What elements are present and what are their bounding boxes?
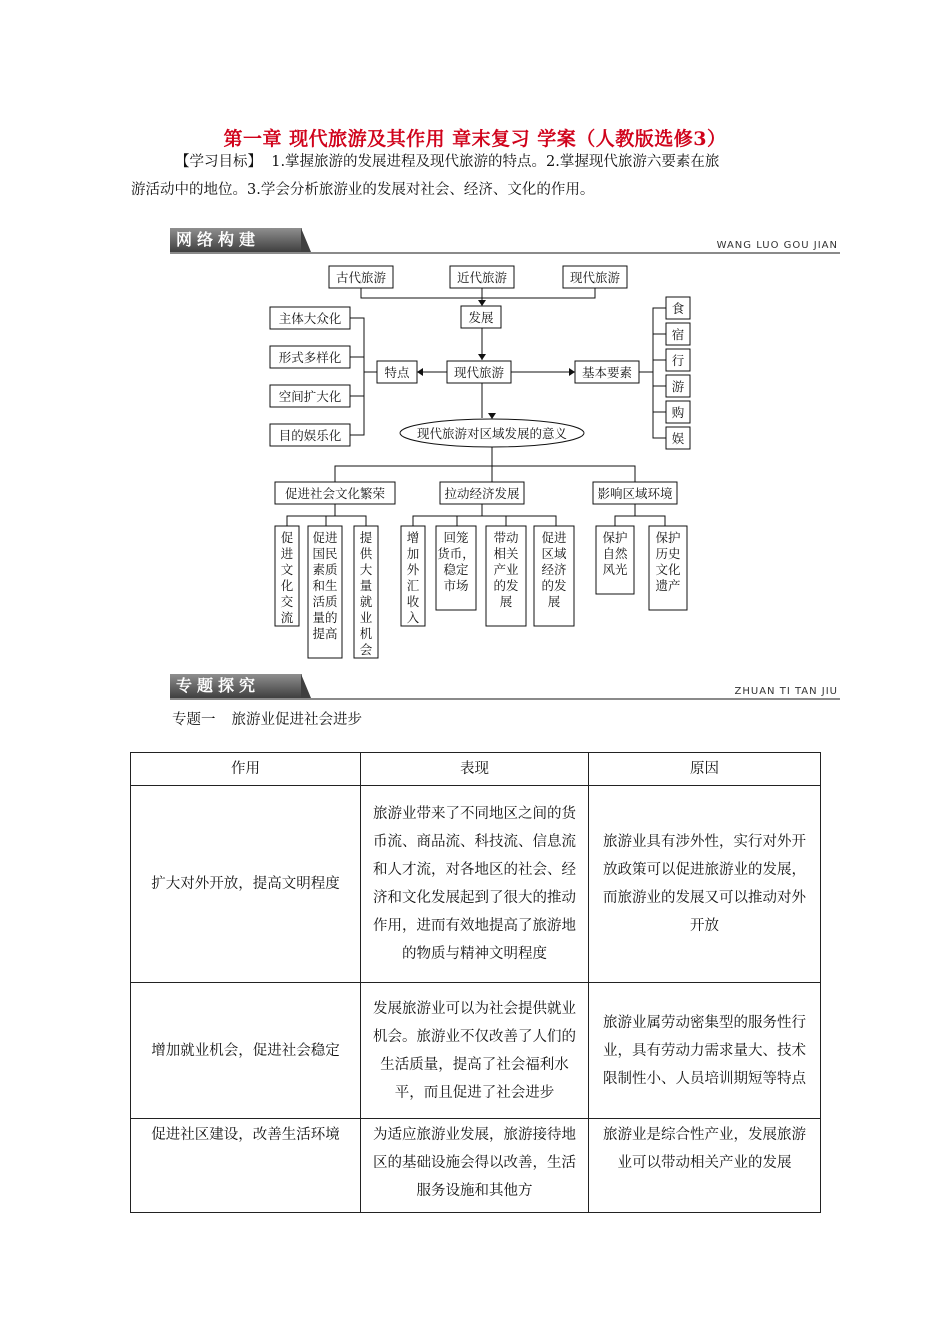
- section-pinyin: ZHUAN TI TAN JIU: [734, 686, 838, 697]
- objectives-line1: 1.掌握旅游的发展进程及现代旅游的特点。2.掌握现代旅游六要素在旅: [271, 154, 720, 170]
- leaf-text: 入: [406, 610, 420, 625]
- summary-table: [130, 752, 821, 1213]
- leaf-text: 历史: [655, 546, 681, 561]
- cell-reason: 旅游业具有涉外性，实行对外开放政策可以促进旅游业的发展，而旅游业的发展又可以推动对外开放: [589, 786, 821, 983]
- leaf-text: 自然: [602, 546, 628, 561]
- cell-reason: 旅游业属劳动密集型的服务性行业，具有劳动力需求量大、技术限制性小、人员培训期短等特点: [589, 983, 821, 1119]
- svg-text:主体大众化: 主体大众化: [278, 311, 342, 326]
- topic-title: 旅游业促进社会进步: [231, 712, 362, 728]
- leaf-text: 货币，: [437, 546, 475, 561]
- svg-text:购: 购: [671, 405, 685, 420]
- svg-text:食: 食: [671, 301, 685, 316]
- leaf-text: 提高: [312, 626, 338, 641]
- leaf-text: 遗产: [655, 578, 681, 593]
- leaf-text: 展: [547, 594, 561, 609]
- leaf-text: 的发: [541, 578, 567, 593]
- leaf-text: 促: [280, 530, 294, 545]
- leaf-text: 国民: [312, 546, 338, 561]
- leaf-text: 回笼: [443, 530, 469, 545]
- svg-text:现代旅游: 现代旅游: [453, 365, 505, 380]
- leaf-text: 文化: [655, 562, 681, 577]
- svg-text:现代旅游: 现代旅游: [569, 270, 621, 285]
- section-pinyin: WANG LUO GOU JIAN: [716, 240, 838, 251]
- leaf-text: 会: [359, 642, 373, 657]
- cell-role: 扩大对外开放，提高文明程度: [131, 786, 361, 983]
- leaf-text: 业: [359, 610, 373, 625]
- arrow-icon: [417, 300, 575, 419]
- text-ancient: 古代旅游: [335, 270, 387, 285]
- svg-text:目的娱乐化: 目的娱乐化: [278, 428, 342, 443]
- leaf-text: 稳定: [443, 562, 469, 577]
- leaf-text: 供: [359, 546, 373, 561]
- leaf-text: 促进: [541, 530, 567, 545]
- leaf-text: 汇: [406, 578, 420, 593]
- leaf-text: 相关: [493, 546, 519, 561]
- divider: [170, 252, 840, 254]
- leaf-text: 加: [406, 546, 420, 561]
- leaf-text: 的发: [493, 578, 519, 593]
- leaf-text: 收: [406, 594, 420, 609]
- learning-objectives: [131, 148, 821, 204]
- svg-text:发展: 发展: [468, 310, 494, 325]
- section-header-topic: [170, 674, 840, 702]
- leaf-text: 大: [359, 562, 373, 577]
- leaf-text: 区域: [541, 546, 567, 561]
- leaf-text: 提: [359, 530, 373, 545]
- leaf-text: 进: [280, 546, 294, 561]
- leaf-text: 外: [406, 562, 420, 577]
- svg-text:行: 行: [671, 353, 685, 368]
- leaf-text: 产业: [493, 562, 519, 577]
- header-cell: 作用: [131, 753, 361, 786]
- section-title: 专题探究: [170, 674, 302, 698]
- cell-show: 发展旅游业可以为社会提供就业机会。旅游业不仅改善了人们的生活质量，提高了社会福利水平，而且促进了社会进步: [361, 983, 589, 1119]
- leaf-text: 文: [280, 562, 294, 577]
- objectives-label: 【学习目标】: [175, 154, 262, 170]
- leaf-text: 促进: [312, 530, 338, 545]
- divider: [170, 698, 840, 700]
- leaf-text: 化: [280, 578, 294, 593]
- topic-heading: [172, 708, 362, 729]
- tab-corner-icon: [301, 674, 311, 698]
- cell-show: 旅游业带来了不同地区之间的货币流、商品流、科技流、信息流和人才流，对各地区的社会、经济和文化发展起到了很大的推动作用，进而有效地提高了旅游地的物质与精神文明程度: [361, 786, 589, 983]
- leaf-text: 和生: [312, 578, 338, 593]
- leaf-text: 风光: [602, 562, 628, 577]
- leaf-text: 机: [359, 626, 373, 641]
- table-header-row: [131, 753, 821, 786]
- objectives-line2: 游活动中的地位。3.学会分析旅游业的发展对社会、经济、文化的作用。: [131, 182, 595, 198]
- svg-text:空间扩大化: 空间扩大化: [278, 389, 342, 404]
- svg-text:影响区域环境: 影响区域环境: [597, 486, 673, 501]
- leaf-text: 活质: [312, 594, 338, 609]
- leaf-text: 市场: [443, 578, 469, 593]
- leaf-text: 交: [280, 594, 294, 609]
- topic-label: 专题一: [172, 712, 216, 728]
- tab-corner-icon: [301, 228, 311, 252]
- header-cell: 原因: [589, 753, 821, 786]
- leaf-text: 量: [359, 578, 373, 593]
- section-title: 网络构建: [170, 228, 302, 252]
- cell-show: 为适应旅游业发展，旅游接待地区的基础设施会得以改善，生活服务设施和其他方: [361, 1119, 589, 1213]
- leaf-text: 展: [499, 594, 513, 609]
- cell-role: 促进社区建设，改善生活环境: [131, 1119, 361, 1213]
- svg-text:拉动经济发展: 拉动经济发展: [444, 486, 520, 501]
- leaf-text: 就: [359, 594, 373, 609]
- svg-text:现代旅游对区域发展的意义: 现代旅游对区域发展的意义: [416, 426, 568, 441]
- leaf-text: 量的: [312, 610, 338, 625]
- svg-text:促进社会文化繁荣: 促进社会文化繁荣: [284, 486, 386, 501]
- cell-reason: 旅游业是综合性产业，发展旅游业可以带动相关产业的发展: [589, 1119, 821, 1213]
- leaf-text: 保护: [655, 530, 681, 545]
- leaf-text: 带动: [493, 530, 519, 545]
- concept-map: [260, 258, 700, 662]
- leaf-text: 流: [280, 610, 294, 625]
- svg-text:宿: 宿: [671, 327, 685, 342]
- svg-text:特点: 特点: [384, 365, 410, 380]
- page-title: 第一章 现代旅游及其作用 章末复习 学案（人教版选修3）: [223, 128, 727, 150]
- table-row: [131, 983, 821, 1119]
- svg-text:形式多样化: 形式多样化: [278, 350, 342, 365]
- table-row: [131, 1119, 821, 1213]
- header-cell: 表现: [361, 753, 589, 786]
- leaf-text: 保护: [602, 530, 628, 545]
- leaf-text: 经济: [541, 562, 567, 577]
- section-header-network: [170, 228, 840, 256]
- leaf-text: 增: [406, 530, 420, 545]
- svg-text:近代旅游: 近代旅游: [456, 270, 508, 285]
- table-row: [131, 786, 821, 983]
- svg-text:娱: 娱: [671, 431, 685, 446]
- cell-role: 增加就业机会，促进社会稳定: [131, 983, 361, 1119]
- svg-text:基本要素: 基本要素: [581, 365, 633, 380]
- svg-text:游: 游: [671, 379, 685, 394]
- leaf-text: 素质: [312, 562, 338, 577]
